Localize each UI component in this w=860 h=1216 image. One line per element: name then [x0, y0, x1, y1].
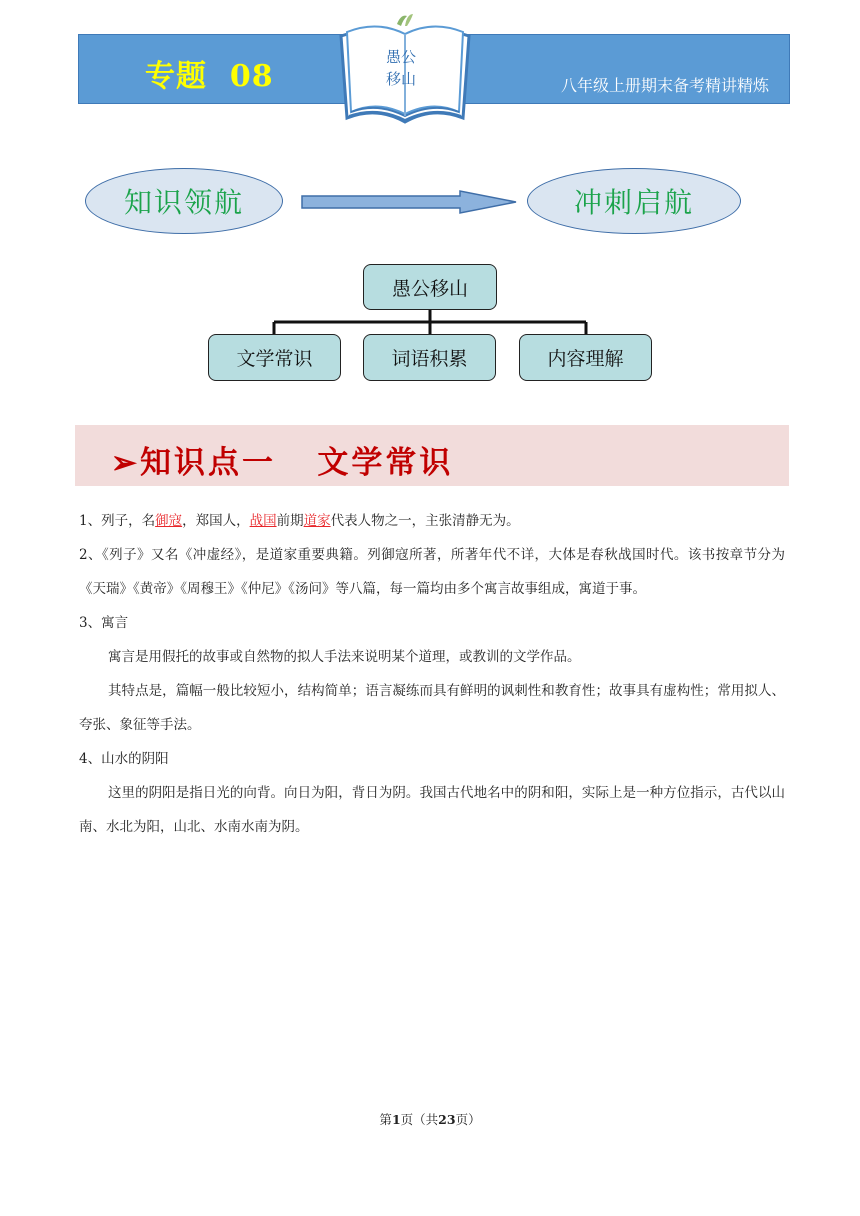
paragraph-4a: 这里的阴阳是指日光的向背。向日为阳，背日为阴。我国古代地名中的阴和阳，实际上是一种方位指示，古代以山南、水北为阳，山北、水南水南为阴。 [79, 785, 785, 835]
text-run: ，郑国人， [182, 513, 250, 529]
paragraph-1 [79, 504, 785, 538]
section-header [75, 425, 789, 486]
footer-text: 第 [379, 1112, 392, 1127]
page-total: 23 [438, 1112, 456, 1127]
tree-node-label: 词语积累 [391, 348, 468, 370]
section-title-text: 知识点一 文学常识 [139, 445, 454, 481]
paragraph-4-title: 4、山水的阴阳 [79, 751, 169, 767]
paragraph-3a: 寓言是用假托的故事或自然物的拟人手法来说明某个道理，或教训的文学作品。 [108, 649, 581, 665]
body-content [79, 504, 785, 844]
link-daojia[interactable]: 道家 [303, 513, 331, 529]
book-label-line1: 愚公 [385, 48, 416, 66]
arrow-bullet-icon: ➢ [111, 445, 140, 481]
book-label [360, 46, 442, 90]
tree-node-label: 文学常识 [236, 348, 313, 370]
tree-root-node [363, 264, 497, 310]
text-run: 1、列子，名 [79, 513, 156, 529]
tree-node-vocabulary [363, 334, 496, 381]
section-title [111, 437, 453, 482]
footer-text: 页） [455, 1112, 481, 1127]
right-arrow-icon [300, 190, 518, 214]
paragraph-3-title: 3、寓言 [79, 615, 129, 631]
knowledge-nav-label: 知识领航 [123, 186, 244, 219]
tree-root-label: 愚公移山 [391, 277, 468, 300]
tree-node-label: 内容理解 [547, 348, 624, 370]
text-run: 代表人物之一，主张清静无为。 [330, 513, 520, 529]
knowledge-nav-oval [85, 168, 283, 234]
footer-text: 页（共 [400, 1112, 439, 1127]
link-zhanguo[interactable]: 战国 [249, 513, 277, 529]
tree-node-comprehension [519, 334, 652, 381]
sprint-nav-oval [527, 168, 741, 234]
page-number: 1 [391, 1112, 401, 1127]
topic-title: 专题 08 [145, 59, 274, 94]
tree-node-literature [208, 334, 341, 381]
paragraph-3b: 其特点是，篇幅一般比较短小，结构简单；语言凝练而具有鲜明的讽刺性和教育性；故事具有虚构性；常用拟人、夸张、象征等手法。 [79, 683, 785, 733]
text-run: 前期 [276, 513, 304, 529]
page-footer [0, 1110, 860, 1128]
grade-subtitle: 八年级上册期末备考精讲精炼 [560, 76, 769, 95]
link-yukou[interactable]: 御寇 [155, 513, 183, 529]
sprint-nav-label: 冲刺启航 [573, 186, 694, 219]
paragraph-2: 2、《列子》又名《冲虚经》，是道家重要典籍。列御寇所著，所著年代不详，大体是春秋战国时代。该书按章节分为《天瑞》《黄帝》《周穆王》《仲尼》《汤问》等八篇，每一篇均由多个寓言故事组成，寓道于事。 [79, 547, 785, 597]
book-label-line2: 移山 [385, 70, 416, 88]
